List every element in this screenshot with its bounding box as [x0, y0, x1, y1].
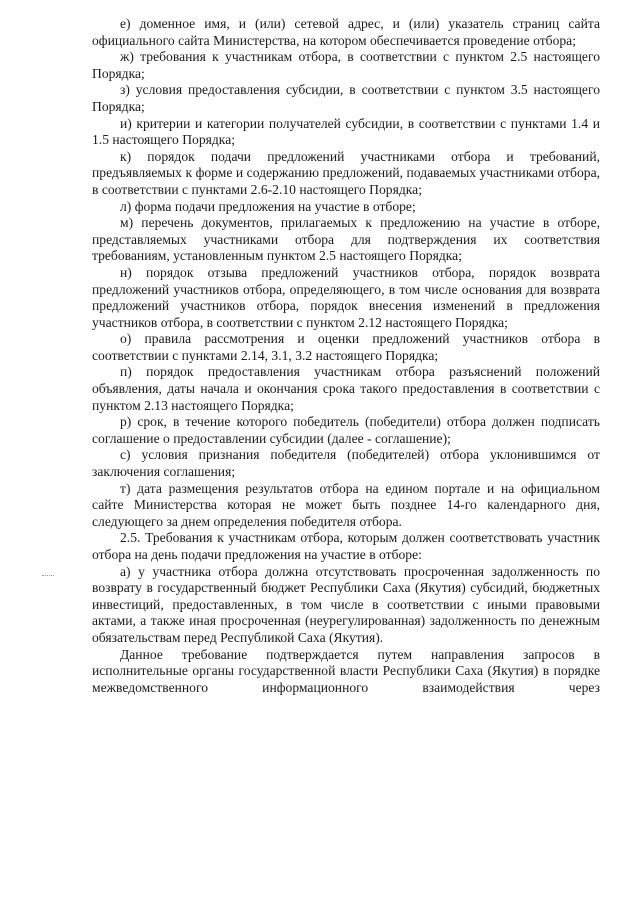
- item-e: е) доменное имя, и (или) сетевой адрес, и (или) указатель страниц сайта официального сайта Министерства, на котором обеспечивается проведение отбора;: [92, 16, 600, 48]
- item-o: о) правила рассмотрения и оценки предложений участников отбора в соответствии с пунктами 2.14, 3.1, 3.2 настоящего Порядка;: [92, 331, 600, 363]
- item-t: т) дата размещения результатов отбора на едином портале и на официальном сайте Министерства которая не может быть позднее 14-го календарного дня, следующего за днем определения победителя отбора.: [92, 480, 600, 529]
- margin-mark: [42, 575, 54, 577]
- item-n: н) порядок отзыва предложений участников отбора, порядок возврата предложений участников отбора, определяющего, в том числе основания для возврата предложений участников отбора, порядок внесения изменений в предложения участников отбора, в соответствии с пунктом 2.12 настоящего Порядка;: [92, 264, 600, 330]
- item-k: к) порядок подачи предложений участниками отбора и требований, предъявляемых к форме и содержанию предложений, подаваемых участниками отбора, в соответствии с пунктами 2.6-2.10 настоящего Порядка;: [92, 148, 600, 197]
- section-2-5-heading: 2.5. Требования к участникам отбора, которым должен соответствовать участник отбора на день подачи предложения на участие в отборе:: [92, 530, 600, 562]
- item-l: л) форма подачи предложения на участие в отборе;: [120, 198, 416, 214]
- document-body: [92, 16, 600, 696]
- item-p: п) порядок предоставления участникам отбора разъяснений положений объявления, даты начала и окончания срока такого предоставления в соответствии с пунктом 2.13 настоящего Порядка;: [92, 364, 600, 413]
- requirement-note: Данное требование подтверждается путем направления запросов в исполнительные органы государственной власти Республики Саха (Якутия) в порядке межведомственного информационного взаимодействия через: [92, 646, 600, 695]
- item-r: р) срок, в течение которого победитель (победители) отбора должен подписать соглашение о предоставлении субсидии (далее - соглашение);: [92, 414, 600, 446]
- item-z: з) условия предоставления субсидии, в соответствии с пунктом 3.5 настоящего Порядка;: [92, 82, 600, 114]
- item-s: с) условия признания победителя (победителей) отбора уклонившимся от заключения соглашения;: [92, 447, 600, 480]
- item-m: м) перечень документов, прилагаемых к предложению на участие в отборе, представляемых участниками отбора для подтверждения их соответствия требованиям, установленным пунктом 2.5 настоящего Порядка;: [92, 215, 600, 264]
- item-zh: ж) требования к участникам отбора, в соответствии с пунктом 2.5 настоящего Порядка;: [92, 49, 600, 81]
- requirement-a: а) у участника отбора должна отсутствовать просроченная задолженность по возврату в государственный бюджет Республики Саха (Якутия) субсидий, бюджетных инвестиций, предоставленных, в том числе в соответствии с иными правовыми актами, а также иная просроченная (неурегулированная) задолженность по денежным обязательствам перед Республикой Саха (Якутия).: [92, 563, 600, 645]
- item-i: и) критерии и категории получателей субсидии, в соответствии с пунктами 1.4 и 1.5 настоящего Порядка;: [92, 115, 600, 148]
